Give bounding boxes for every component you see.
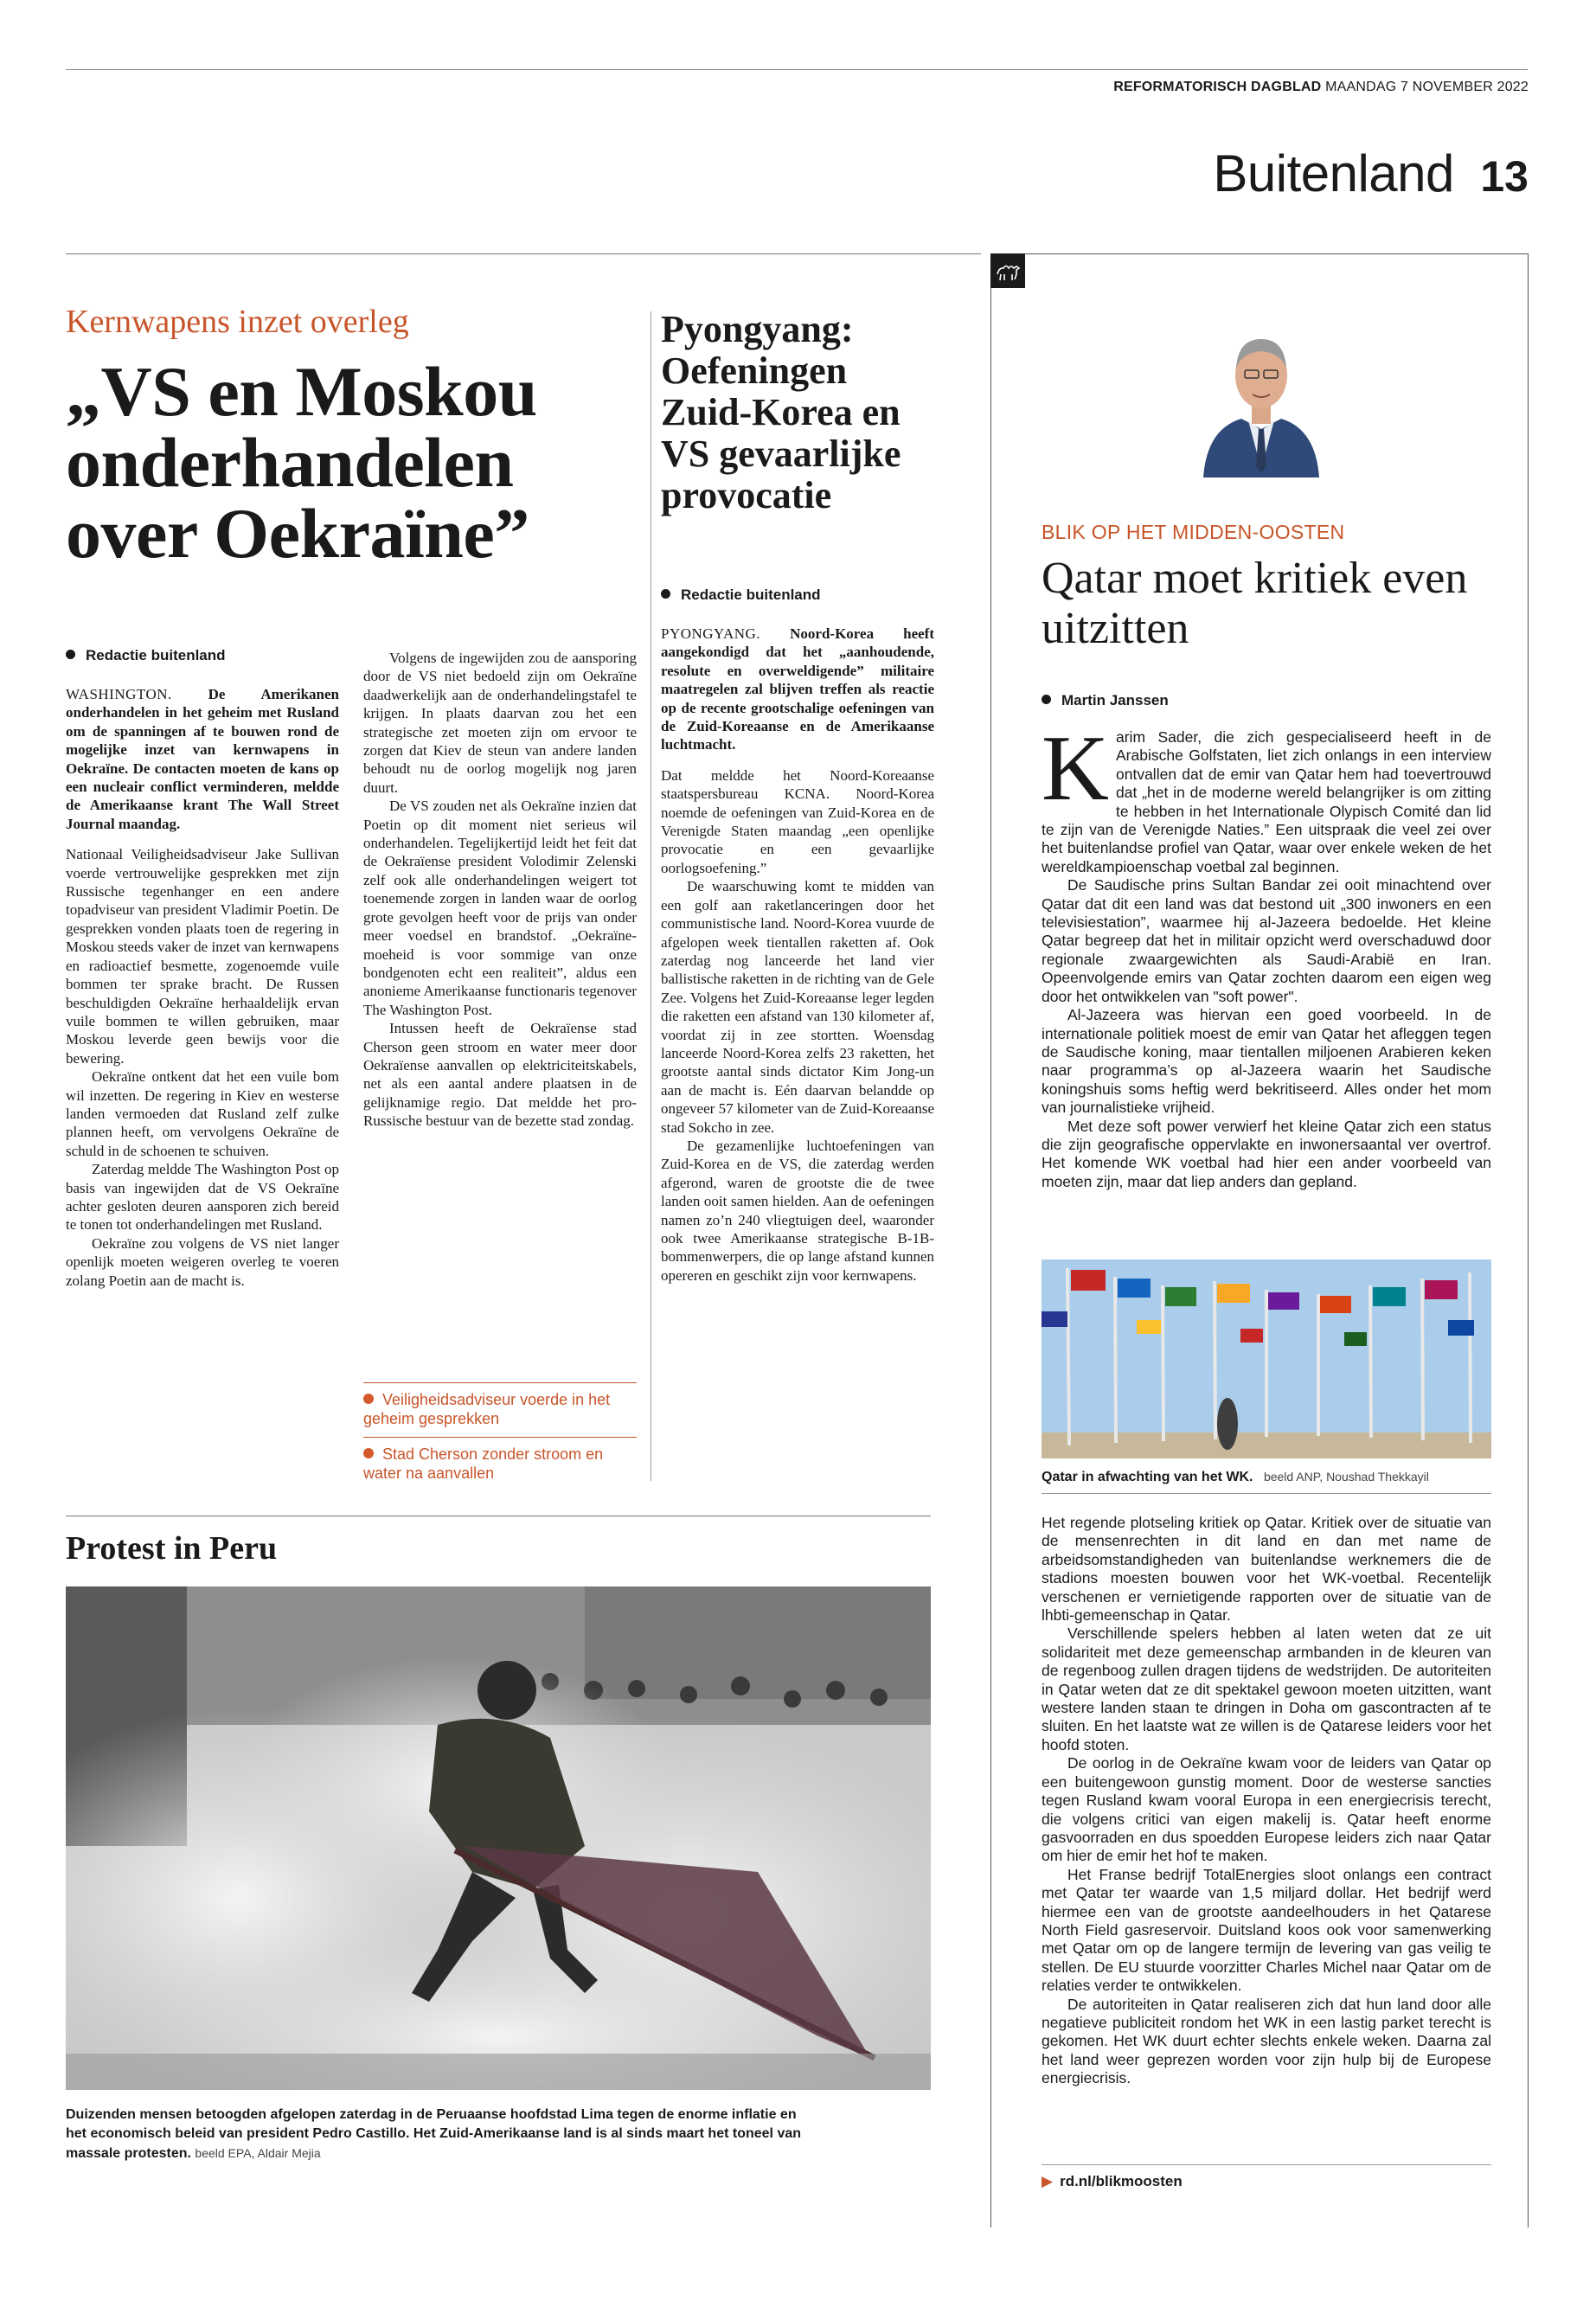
bullet-dot-icon: [66, 650, 75, 659]
lead-text: De Amerikanen onderhandelen in het geheim met Rusland om de spanningen af te bouwen rond de mogelijke inzet van kernwapens in Oekraïne. De contacten moeten de kans op een nucleair conflict verminderen, meldde de Amerikaanse krant The Wall Street Journal maandag.: [66, 686, 339, 832]
related-link-text: Veiligheidsadviseur voerde in het geheim gesprekken: [363, 1391, 611, 1427]
dateline: PYONGYANG.: [661, 625, 761, 642]
column-link[interactable]: [1042, 2173, 1183, 2190]
paragraph: Zaterdag meldde The Washington Post op basis van ingewijden dat de VS Oekraïne achter gesloten deuren aansporen zich bereid te tonen tot onderhandelingen met Rusland.: [66, 1161, 339, 1234]
column-logo: [990, 253, 1025, 288]
paragraph: De Saudische prins Sultan Bandar zei ooit minachtend over Qatar dat dit een land was dat bestond uit „300 inwoners en een televisiestation”, waarmee hij al-Jazeera bedoelde. Het kleine Qatar begreep dat het in militair opzicht werd overschaduwd door regionale zwaargewichten als Saudi-Arabië en Iran. Opeenvolgende emirs van Qatar zochten daarom een eigen weg door het ontwikkelen van "soft power".: [1042, 876, 1491, 1005]
author-portrait-image: [1198, 315, 1324, 478]
section-header: [1213, 144, 1529, 204]
paragraph: Oekraïne zou volgens de VS niet langer openlijk moeten weigeren overleg te voeren zolang Poetin aan de macht is.: [66, 1234, 339, 1289]
korea-body: [661, 625, 934, 1285]
dropcap: K: [1042, 717, 1109, 820]
photo-credit: beeld EPA, Aldair Mejia: [195, 2146, 321, 2160]
paragraph: [1042, 717, 1491, 876]
bullet-dot-icon: [363, 1394, 374, 1404]
paragraph: Verschillende spelers hebben al laten weten dat ze uit solidariteit met deze gemeenschap armbanden in de kleuren van de regenboog zullen dragen tijdens de wedstrijden. De autoriteiten in Qatar weten dat ze dit spektakel gewoon moeten uitzitten, want westere landen staan te dringen in Doha om gascontracten af te sluiten. En het laatste wat ze willen is de Qatarese leiders voor het hoofd stoten.: [1042, 1625, 1491, 1753]
related-link[interactable]: [363, 1438, 637, 1491]
column-byline: [1042, 692, 1169, 709]
main-col-1: [66, 685, 339, 1290]
paragraph: Met deze soft power verwierf het kleine Qatar zich een status die zijn geografische oppervlakte en inwonersaantal ver overtrof. Het komende WK voetbal had hier een ander voorbeeld van moeten zijn, maar dat liep anders dan gepland.: [1042, 1117, 1491, 1190]
paragraph: De autoriteiten in Qatar realiseren zich dat hun land door alle negatieve publiciteit rondom het WK in een lastig parket terecht is gekomen. Het WK duurt echter slechts enkele weken. Daarna zal het land weer geprezen worden voor zijn hulp bij de Europese energiecrisis.: [1042, 1995, 1491, 2087]
caption-text: Qatar in afwachting van het WK.: [1042, 1470, 1253, 1484]
masthead: [1113, 80, 1529, 95]
paragraph: Het regende plotseling kritiek op Qatar. Kritiek over de situatie van de mensenrechten in dit land en dan met name de arbeidsomstandigheden van buitenlandse werknemers die de stadions moesten bouwen voor het WK-voetbal. Recentelijk verschenen er vernietigende rapporten over de situatie van de lhbti-gemeenschap in Qatar.: [1042, 1514, 1491, 1625]
main-col-2: [363, 649, 637, 1131]
column-headline: Qatar moet kritiek even uitzitten: [1042, 554, 1468, 653]
paragraph: De waarschuwing komt te midden van een golf aan raketlanceringen door het communistische land. Noord-Korea vuurde de afgelopen week tientallen raketten af. Ook zaterdag nog lanceerde het land vier ballistische raketten in de richting van de Gele Zee. Volgens het Zuid-Koreaanse leger legden die raketten een afstand van 130 kilometer af, voordat zij in zee stortten. Woensdag lanceerde Noord-Korea zelfs 23 raketten, het grootste aantal sinds dictator Kim Jong-un aan de macht is. Eén daarvan belandde op ongeveer 57 kilometer van de Zuid-Koreaanse stad Sokcho in zee.: [661, 878, 934, 1136]
tear-gas-protest-image: [66, 1586, 931, 2090]
lead-text: Noord-Korea heeft aangekondigd dat het „aanhoudende, resolute en overweldigende” militaire maatregelen zal blijven treffen als reactie op de recente grootschalige oefeningen van de Zuid-Koreaanse en de Amerikaanse luchtmacht.: [661, 625, 935, 753]
column-body-bottom: [1042, 1514, 1491, 2088]
section-title: Buitenland: [1213, 144, 1454, 202]
korea-lead-paragraph: [661, 625, 934, 754]
column-body-top: [1042, 717, 1491, 1191]
bullet-dot-icon: [661, 589, 670, 599]
main-headline: „VS en Moskou onderhandelen over Oekraïne”: [66, 352, 537, 573]
korea-article: [661, 309, 934, 516]
paragraph: Al-Jazeera was hiervan een goed voorbeeld. In de internationale politiek moest de emir van Qatar het afleggen tegen de Saudische koning, maar tientallen miljoenen Arabieren keken naar programma’s op al-Jazeera waarin het Saudische koningshuis soms heftig werd bekritiseerd. Alles onder het mom van journalistieke vrijheid.: [1042, 1006, 1491, 1117]
author-photo: [1198, 315, 1324, 478]
paragraph: Nationaal Veiligheidsadviseur Jake Sullivan voerde vertrouwelijke gesprekken met zijn Russische tegenhanger en een andere topadviseur van president Vladimir Poetin. De gesprekken vonden plaats toen de regering in Moskou steeds vaker de inzet van kernwapens en radioactief besmette, zogenoemde vuile bommen ter sprake bracht. De Russen beschuldigden Oekraïne herhaaldelijk ervan vuile bommen te willen gebruiken, maar Moskou leverde geen bewijs voor die bewering.: [66, 846, 340, 1067]
paragraph: De oorlog in de Oekraïne kwam voor de leiders van Qatar op een buitengewoon gunstig moment. Door de westerse sancties tegen Rusland kwam vooral Europa in een energiecrisis terecht, die volgens critici van eigen makelij is. Qatar heeft enorme gasvoorraden en dus spoedden Europese leiders zich naar Qatar om hier de emir het hof te maken.: [1042, 1754, 1491, 1865]
korea-byline: [661, 586, 821, 604]
issue-date: MAANDAG 7 NOVEMBER 2022: [1325, 80, 1529, 94]
kicker: Kernwapens inzet overleg: [66, 304, 409, 340]
author-name: Martin Janssen: [1061, 692, 1169, 708]
paragraph: Volgens de ingewijden zou de aansporing door de VS niet bedoeld zijn om Oekraïne daadwerkelijk aan de onderhandelingstafel te krijgen. In plaats daarvan zou het een strategische zet moeten zijn om ervoor te zorgen dat Kiev de steun van andere landen behoudt nu de oorlog mogelijk nog jaren duurt.: [363, 650, 637, 796]
paragraph: Dat meldde het Noord-Koreaanse staatspersbureau KCNA. Noord-Korea noemde de oefeningen van Zuid-Korea en de Verenigde Staten maandag „een openlijke provocatie en een gevaarlijke oorlogsoefening.”: [661, 766, 934, 876]
bullet-dot-icon: [363, 1448, 374, 1458]
main-lead-paragraph: [66, 685, 339, 833]
qatar-photo-caption: [1042, 1467, 1491, 1487]
dateline: WASHINGTON.: [66, 686, 172, 702]
photo-title: Protest in Peru: [66, 1530, 278, 1567]
byline-text: Redactie buitenland: [86, 647, 226, 663]
paragraph: De VS zouden net als Oekraïne inzien dat Poetin op dit moment niet serieus wil onderhandelen. Tegelijkertijd leidt het feit dat de Oekraïense president Volodimir Zelenski zelf ook alle onderhandelingen weigert tot toenemende zorgen in landen waar de oorlog grote gevolgen heeft voor de prijs van onder meer voedsel en brandstof. „Oekraïne-moeheid is voor sommige van onze bondgenoten echt een realiteit”, aldus een anonieme Amerikaanse functionaris tegenover The Washington Post.: [363, 798, 637, 1018]
korea-headline: Pyongyang: Oefeningen Zuid-Korea en VS gevaarlijke provocatie: [661, 308, 901, 516]
related-links: [363, 1382, 637, 1491]
paper-name: REFORMATORISCH DAGBLAD: [1113, 80, 1322, 94]
related-link[interactable]: [363, 1383, 637, 1437]
photo-credit: beeld ANP, Noushad Thekkayil: [1263, 1470, 1429, 1484]
main-article: [66, 303, 637, 573]
camel-icon: [990, 253, 1025, 288]
column-label: BLIK OP HET MIDDEN-OOSTEN: [1042, 521, 1345, 543]
main-byline: [66, 647, 226, 664]
peru-photo: [66, 1586, 931, 2090]
related-link-text: Stad Cherson zonder stroom en water na aanvallen: [363, 1445, 604, 1482]
byline-text: Redactie buitenland: [681, 586, 821, 603]
flags-image: [1042, 1259, 1491, 1458]
arrow-right-icon: ▶: [1042, 2173, 1054, 2189]
peru-caption: [66, 2106, 801, 2163]
paragraph: De gezamenlijke luchtoefeningen van Zuid-Korea en de VS, die zaterdag werden afgerond, waren de grootste die de twee landen ooit samen hielden. Aan de oefeningen namen zo’n 240 vliegtuigen deel, waaronder ook twee Amerikaanse strategische B-1B-bommenwerpers, die op lange afstand kunnen opereren en geschikt zijn voor kernwapens.: [661, 1137, 934, 1284]
paragraph: Oekraïne ontkent dat het een vuile bom wil inzetten. De regering in Kiev en westerse landen vermoeden dat Rusland zelf zulke plannen heeft, om vervolgens Oekraïne de schuld in de schoenen te schuiven.: [66, 1068, 339, 1159]
paragraph-text: arim Sader, die zich gespecialiseerd heeft in de Arabische Golfstaten, liet zich onlangs in een interview ontvallen dat de emir van Qatar hem had toevertrouwd dat „het in de moderne wereld belangrijker is om zitting te hebben in het Internationale Olypisch Comité dan lid te zijn van de Verenigde Naties.” Een uitspraak die veel zei over het buitenlandse profiel van Qatar, waar over enkele weken de het wereldkampioenschap voetbal zal beginnen.: [1042, 728, 1491, 875]
qatar-photo: [1042, 1259, 1491, 1458]
paragraph: Het Franse bedrijf TotalEnergies sloot onlangs een contract met Qatar ter waarde van 1,5 miljard dollar. Het bedrijf werd hiermee een van de grootste aandeelhouders in het Qatarese North Field gasreservoir. Duitsland koos ook voor samenwerking met Qatar om op de langere termijn de levering van gas veilig te stellen. De EU stuurde voorzitter Charles Michel naar Qatar om de relaties verder te ontwikkelen.: [1042, 1865, 1491, 1995]
link-text[interactable]: rd.nl/blikmoosten: [1060, 2173, 1183, 2189]
bullet-dot-icon: [1042, 695, 1051, 704]
caption-text: Duizenden mensen betoogden afgelopen zaterdag in de Peruaanse hoofdstad Lima tegen de enorme inflatie en het economisch beleid van president Pedro Castillo. Het Zuid-Amerikaanse land is al sinds maart het toneel van massale protesten.: [66, 2107, 802, 2161]
paragraph: Intussen heeft de Oekraïense stad Cherson geen stroom en water meer door Oekraïense aanvallen op elektriciteitskabels, net als een aantal andere plaatsen in de gelijknamige regio. Dat meldde het pro-Russische bestuur van de bezette stad zondag.: [363, 1020, 637, 1130]
page-number: 13: [1480, 152, 1529, 201]
